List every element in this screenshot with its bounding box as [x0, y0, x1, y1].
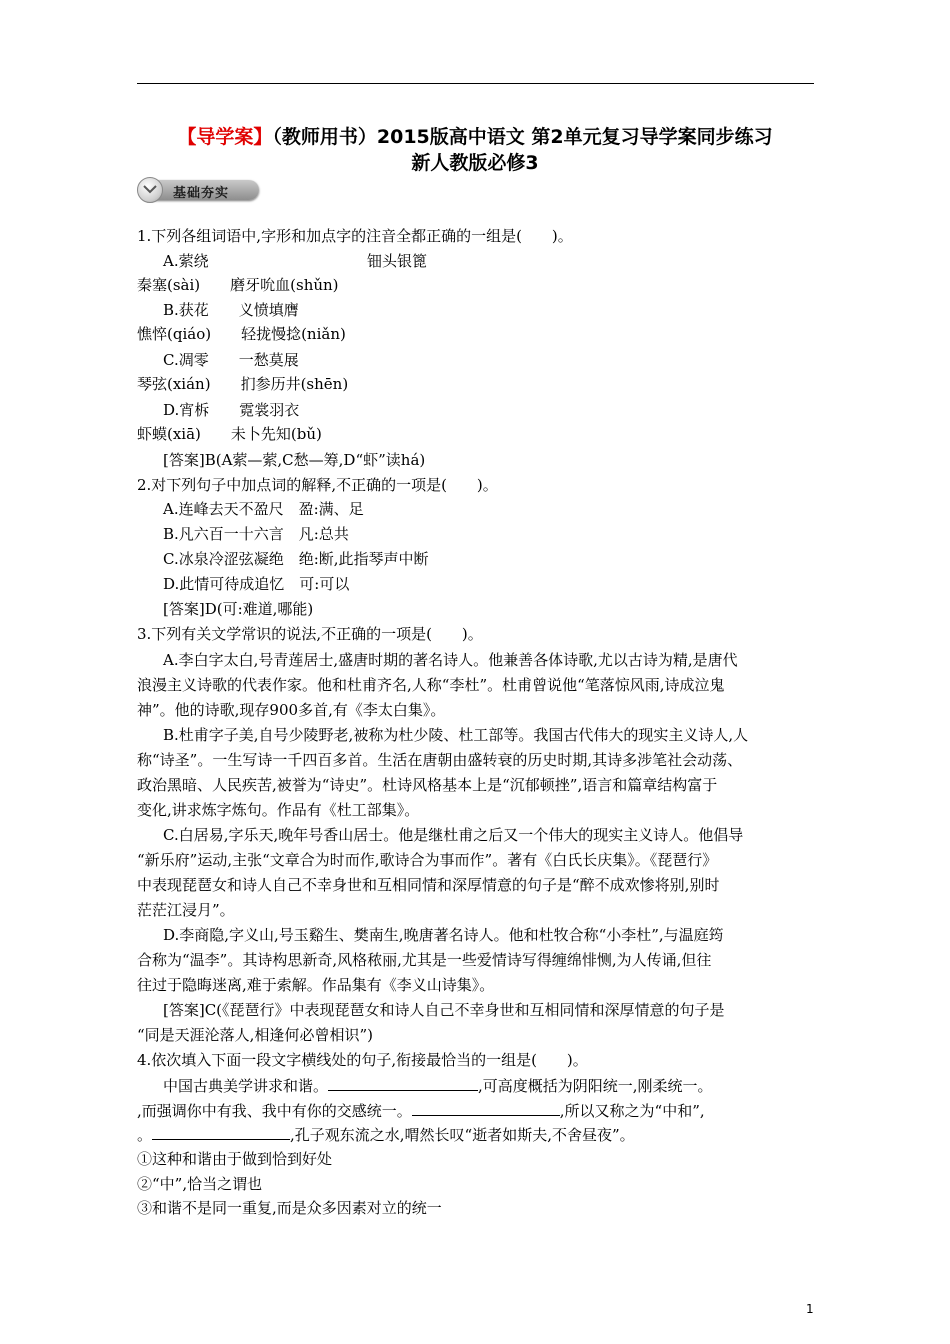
q2-option-a: A.连峰去天不盈尺 盈:满、足: [163, 500, 364, 518]
q1-stem: 1.下列各组词语中,字形和加点字的注音全都正确的一组是( )。: [137, 227, 573, 245]
q1-option-c-line2: 琴弦(xián) 扪参历井(shēn): [137, 375, 349, 393]
q1-option-c-line1: C.凋零 一愁莫展: [163, 351, 299, 369]
q2-option-c: C.冰泉冷涩弦凝绝 绝:断,此指琴声中断: [163, 550, 429, 568]
q4-option-2: ②“中”,恰当之谓也: [137, 1175, 263, 1193]
q4-passage-text: ,所以又称之为“中和”,: [559, 1102, 705, 1120]
page-number: 1: [806, 1302, 814, 1316]
q3-option-c-line: 中表现琵琶女和诗人自己不幸身世和互相同情和深厚情意的句子是“醉不成欢惨将别,别时: [137, 876, 720, 894]
q4-passage-line3: [137, 1125, 635, 1145]
title-text: （教师用书）2015版高中语文 第2单元复习导学案同步练习: [272, 126, 773, 148]
section-badge: [137, 177, 263, 203]
fill-blank: [412, 1101, 560, 1116]
badge-label: 基础夯实: [173, 186, 230, 201]
q1-option-b-line2: 憔悴(qiáo) 轻拢慢捻(niǎn): [137, 325, 346, 343]
q3-option-b-line: 政治黑暗、人民疾苦,被誉为“诗史”。杜诗风格基本上是“沉郁顿挫”,语言和篇章结构富于: [137, 776, 718, 794]
fill-blank: [152, 1125, 290, 1140]
q1-option-b-line1: B.获花 义愤填膺: [163, 301, 299, 319]
q2-option-b: B.凡六百一十六言 凡:总共: [163, 525, 349, 543]
q3-option-b-line: 变化,讲求炼字炼句。作品有《杜工部集》。: [137, 801, 420, 819]
chevron-down-icon: [137, 177, 163, 203]
document-title: [120, 125, 830, 149]
q2-option-d: D.此情可待成追忆 可:可以: [163, 575, 350, 593]
q4-passage-text: 中国古典美学讲求和谐。: [163, 1077, 329, 1095]
q3-answer-line: [答案]C(《琵琶行》中表现琵琶女和诗人自己不幸身世和互相同情和深厚情意的句子是: [163, 1001, 725, 1019]
title-tag: 【导学案】: [177, 126, 273, 148]
q3-option-d-line: 合称为“温李”。其诗构思新奇,风格秾丽,尤其是一些爱情诗写得缠绵悱恻,为人传诵,但往: [137, 951, 712, 969]
q4-option-3: ③和谐不是同一重复,而是众多因素对立的统一: [137, 1199, 442, 1217]
q4-passage-line1: [163, 1076, 713, 1096]
q3-option-a-line: 神”。他的诗歌,现存900多首,有《李太白集》。: [137, 701, 446, 719]
q3-stem: 3.下列有关文学常识的说法,不正确的一项是( )。: [137, 625, 483, 643]
q1-option-a-line1: A.萦绕: [163, 252, 209, 270]
q3-option-a-line: A.李白字太白,号青莲居士,盛唐时期的著名诗人。他兼善各体诗歌,尤以古诗为精,是唐代: [163, 651, 738, 669]
q4-passage-text: 。: [137, 1126, 153, 1144]
q4-passage-text: ,孔子观东流之水,喟然长叹“逝者如斯夫,不舍昼夜”。: [290, 1126, 635, 1144]
document-subtitle: 新人教版必修3: [411, 152, 539, 174]
q3-option-a-line: 浪漫主义诗歌的代表作家。他和杜甫齐名,人称“李杜”。杜甫曾说他“笔落惊风雨,诗成泣鬼: [137, 676, 725, 694]
header-rule: [137, 83, 814, 84]
q4-option-1: ①这种和谐由于做到恰到好处: [137, 1150, 333, 1168]
q3-option-c-line: 茫茫江浸月”。: [137, 901, 235, 919]
q2-answer: [答案]D(可:难道,哪能): [163, 600, 314, 618]
q1-option-a-line2: 秦塞(sài) 磨牙吮血(shǔn): [137, 276, 339, 294]
q3-option-d-line: 往过于隐晦迷离,难于索解。作品集有《李义山诗集》。: [137, 976, 495, 994]
q3-option-c-line: C.白居易,字乐天,晚年号香山居士。他是继杜甫之后又一个伟大的现实主义诗人。他倡导: [163, 826, 744, 844]
q1-option-d-line2: 虾蟆(xiā) 未卜先知(bǔ): [137, 425, 322, 443]
q4-passage-text: ,而强调你中有我、我中有你的交感统一。: [137, 1102, 412, 1120]
q4-passage-text: ,可高度概括为阴阳统一,刚柔统一。: [478, 1077, 713, 1095]
q3-answer-line: “同是天涯沦落人,相逢何必曾相识”): [137, 1026, 373, 1044]
q3-option-d-line: D.李商隐,字义山,号玉谿生、樊南生,晚唐著名诗人。他和杜牧合称“小李杜”,与温庭筠: [163, 926, 724, 944]
q2-stem: 2.对下列句子中加点词的解释,不正确的一项是( )。: [137, 476, 498, 494]
q1-option-d-line1: D.宵柝 霓裳羽衣: [163, 401, 300, 419]
q4-stem: 4.依次填入下面一段文字横线处的句子,衔接最恰当的一组是( )。: [137, 1051, 588, 1069]
q3-option-b-line: 称“诗圣”。一生写诗一千四百多首。生活在唐朝由盛转衰的历史时期,其诗多涉笔社会动荡、: [137, 751, 743, 769]
q1-answer: [答案]B(A萦—萦,C愁—筹,D“虾”读há): [163, 451, 426, 469]
fill-blank: [328, 1076, 478, 1091]
q4-passage-line2: [137, 1101, 705, 1121]
q1-option-a-line1b: 钿头银篦: [367, 252, 428, 270]
q3-option-b-line: B.杜甫字子美,自号少陵野老,被称为杜少陵、杜工部等。我国古代伟大的现实主义诗人,人: [163, 726, 749, 744]
q3-option-c-line: “新乐府”运动,主张“文章合为时而作,歌诗合为事而作”。著有《白氏长庆集》。《琵琶行》: [137, 851, 718, 869]
